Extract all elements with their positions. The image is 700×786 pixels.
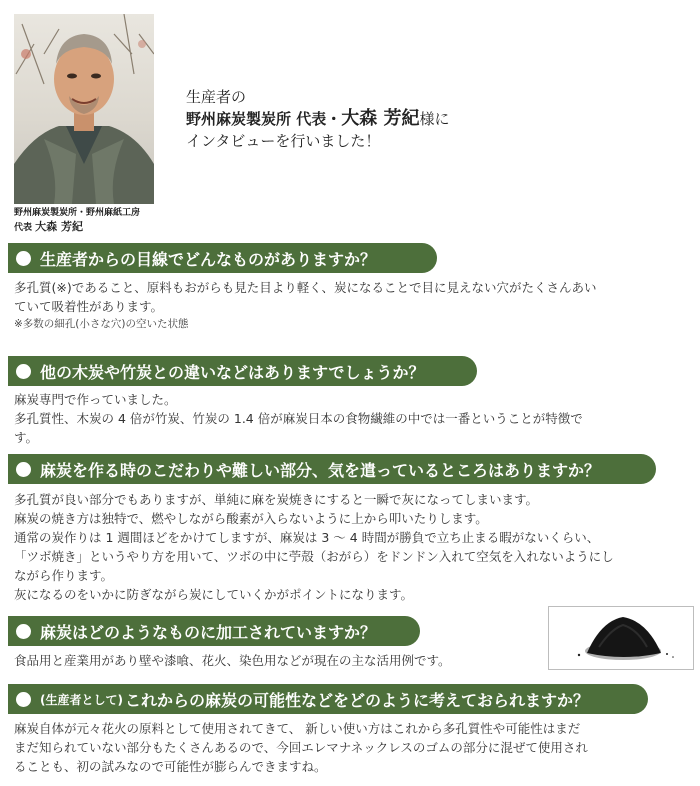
body-line: 通常の炭作りは 1 週間ほどをかけてしますが、麻炭は 3 ～ 4 時間が勝負で立ち止まる暇がないくらい、 — [14, 530, 600, 545]
body-line: まだ知られていない部分もたくさんあるので、今回エレマナネックレスのゴムの部分に混ぜて使用され — [14, 740, 588, 755]
caption-title-line — [14, 220, 174, 235]
caption-organization: 野州麻炭製炭所・野州麻紙工房 — [14, 208, 141, 218]
body-line: 灰になるのをいかに防ぎながら炭にしていくかがポイントになります。 — [14, 587, 414, 602]
body-line: ていて吸着性があります。 — [14, 299, 164, 314]
body-line: 多孔質が良い部分でもありますが、単純に麻を炭焼きにすると一瞬で灰になってしまいます。 — [14, 492, 539, 507]
portrait-illustration — [14, 14, 154, 204]
bullet-icon — [16, 624, 31, 639]
section-body-2 — [14, 390, 694, 447]
section-heading-text: 他の木炭や竹炭との違いなどはありますでしょうか？ — [40, 362, 425, 382]
intro-name: 大森 芳紀 — [341, 108, 420, 129]
body-line: 麻炭の焼き方は独特で、燃やしながら酸素が入らないように上から叩いたりします。 — [14, 511, 488, 526]
caption-name: 大森 芳紀 — [35, 220, 83, 233]
section-body-3 — [14, 490, 694, 604]
body-line: 「ツボ焼き」というやり方を用いて、ツボの中に苧殻（おがら）をドンドン入れて空気を入れないようにし — [14, 549, 614, 564]
intro-honorific: 様に — [419, 110, 450, 128]
section-note: ※多数の細孔(小さな穴)の空いた状態 — [14, 318, 189, 330]
charcoal-powder-illustration — [549, 607, 693, 669]
portrait-photo — [14, 14, 154, 204]
section-body-5 — [14, 719, 694, 776]
section-heading-prefix: (生産者として) — [40, 692, 123, 707]
photo-caption — [14, 207, 174, 235]
bullet-icon — [16, 462, 31, 477]
body-line: ながら作ります。 — [14, 568, 114, 583]
section-heading-5 — [8, 684, 648, 714]
section-heading-2 — [8, 356, 477, 386]
body-line: 多孔質性、木炭の 4 倍が竹炭、竹炭の 1.4 倍が麻炭日本の食物繊維の中では一番ということが特徴で — [14, 411, 583, 426]
body-line: 麻炭専門で作っていました。 — [14, 392, 177, 407]
intro-line1: 生産者の — [186, 88, 247, 106]
section-heading-text: 生産者からの目線でどんなものがありますか？ — [40, 249, 377, 269]
charcoal-powder-image — [548, 606, 694, 670]
body-line: 麻炭自体が元々花火の原料として使用されてきて、 新しい使い方はこれから多孔質性や可能性はまだ — [14, 721, 581, 736]
bullet-icon — [16, 251, 31, 266]
bullet-icon — [16, 364, 31, 379]
bullet-icon — [16, 692, 31, 707]
body-line: す。 — [14, 430, 39, 445]
intro-org: 野州麻炭製炭所 代表・ — [186, 110, 342, 128]
section-heading-1 — [8, 243, 437, 273]
intro-line3: インタビューを行いました！ — [186, 132, 381, 150]
intro-line2 — [186, 108, 450, 130]
section-heading-3 — [8, 454, 656, 484]
section-body-1 — [14, 278, 694, 333]
section-heading-text: これからの麻炭の可能性などをどのように考えておられますか？ — [124, 690, 589, 710]
section-heading-text: 麻炭はどのようなものに加工されていますか？ — [40, 622, 377, 642]
section-heading-4 — [8, 616, 420, 646]
caption-title: 代表 — [14, 223, 33, 233]
body-line: 多孔質(※)であること、原料もおがらも見た目より軽く、炭になることで目に見えない穴がたくさんあい — [14, 280, 597, 295]
body-line: 食品用と産業用があり壁や漆喰、花火、染色用などが現在の主な活用例です。 — [14, 653, 451, 668]
intro-text — [186, 86, 450, 152]
section-body-4 — [14, 651, 534, 670]
body-line: ることも、初の試みなので可能性が膨らんできますね。 — [14, 759, 327, 774]
section-heading-text: 麻炭を作る時のこだわりや難しい部分、気を遣っているところはありますか？ — [40, 460, 601, 480]
